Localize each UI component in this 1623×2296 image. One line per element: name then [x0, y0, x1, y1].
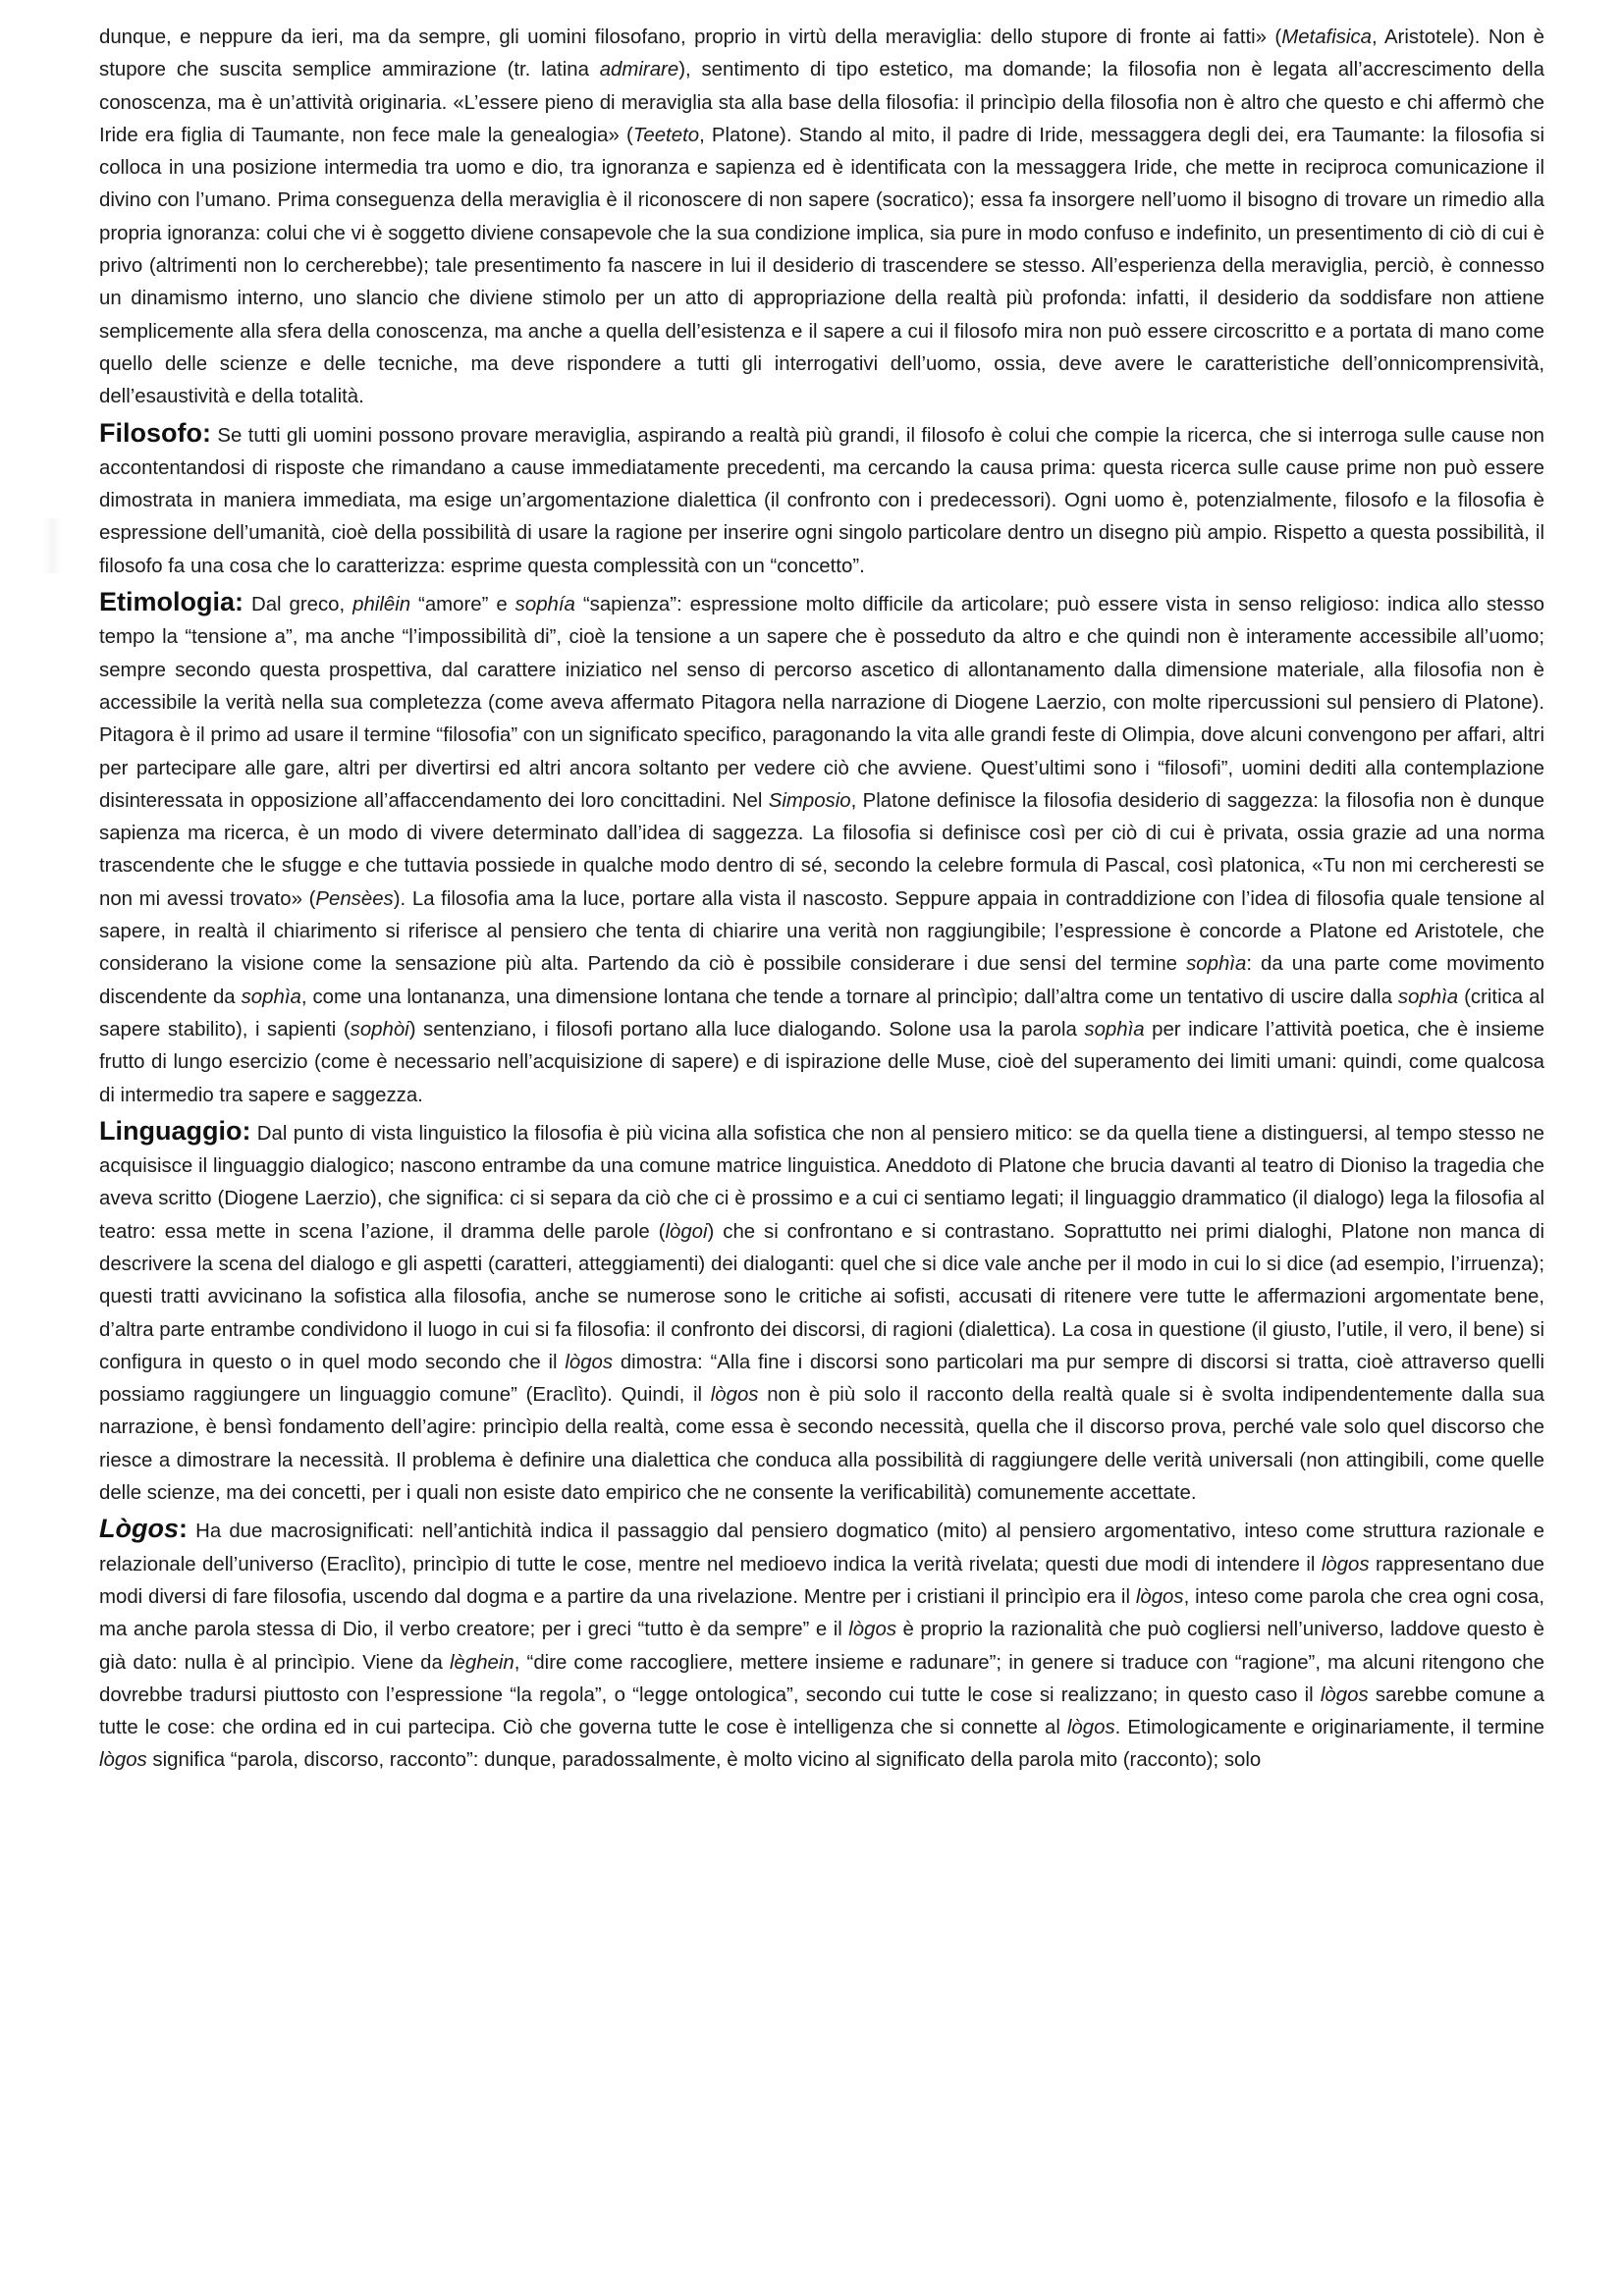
heading-etimologia: Etimologia	[99, 587, 236, 617]
body-text: (critica al sapere stabilito), i sapienti (	[99, 986, 1544, 1041]
body-text: dunque, e neppure da ieri, ma da sempre, gli uomini filosofano, proprio in virtù della meraviglia: dello stupore di fronte ai fatti» (	[99, 27, 1282, 48]
body-text: Se tutti gli uomini possono provare meraviglia, aspirando a realtà più grandi, il filosofo è colui che compie la ricerca, che si interroga sulle cause non accontentandosi di risposte che rimandano a cause immediatamente precedenti, ma cercando la causa prima: questa ricerca sulle cause prime non può essere dimostrata in maniera immediata, ma esige un’argomentazione dialettica (il confronto con i predecessori). Ogni uomo è, potenzialmente, filosofo e la filosofia è espressione dell’umanità, cioè della possibilità di usare la ragione per inserire ogni singolo particolare dentro un disegno più ampio. Rispetto a questa possibilità, il filosofo fa una cosa che lo caratterizza: esprime questa complessità con un “concetto”.	[99, 424, 1544, 577]
italic-term: Metafisica	[1281, 27, 1372, 48]
italic-term: lògos	[1321, 1553, 1370, 1575]
body-text: . Etimologicamente e originariamente, il termine	[1114, 1717, 1545, 1739]
body-text: ) sentenziano, i filosofi portano alla luce dialogando. Solone usa la parola	[408, 1018, 1085, 1041]
body-text: Ha due macrosignificati: nell’antichità indica il passaggio dal pensiero dogmatico (mito) al pensiero argomentativo, inteso come struttura razionale e relazionale dell’universo (Eraclìto), princìpio di tutte le cose, mentre nel medioevo indica la verità rivelata; questi due modi di intendere il	[99, 1521, 1545, 1575]
heading-colon: :	[242, 1115, 251, 1146]
paragraph-intro	[99, 22, 1544, 414]
body-text: Dal greco,	[250, 594, 353, 616]
italic-term: sophìa	[1397, 986, 1459, 1008]
body-text: significa “parola, discorso, racconto”: dunque, paradossalmente, è molto vicino al significato della parola mito (racconto); solo	[146, 1749, 1262, 1772]
paragraph-logos	[99, 1513, 1544, 1777]
italic-term: lògos	[1066, 1717, 1115, 1739]
italic-term: sophòi	[350, 1018, 409, 1041]
paragraph-filosofo	[99, 417, 1544, 583]
paragraph-linguaggio	[99, 1115, 1544, 1511]
italic-term: lèghein	[449, 1651, 514, 1674]
italic-term: lògoi	[665, 1220, 708, 1243]
italic-term: lògos	[710, 1384, 759, 1407]
italic-term: sophìa	[1186, 953, 1247, 976]
body-text: dimostra: “Alla fine i discorsi sono particolari ma pur sempre di discorsi si tratta, cioè attraverso quelli possiamo raggiungere un linguaggio comune” (Eraclìto). Quindi, il	[99, 1351, 1544, 1407]
body-text: , “dire come raccogliere, mettere insieme e radunare”; in genere si traduce con “ragione”, ma alcuni ritengono che dovrebbe tradursi piuttosto con l’espressione “la regola”, o “legge ontologica”, secondo cui tutte le cose si realizzano; in questo caso il	[99, 1651, 1544, 1706]
body-text: ), sentimento di tipo estetico, ma domande; la filosofia non è legata all’accrescimento della conoscenza, ma è un’attività originaria. «L’essere pieno di meraviglia sta alla base della filosofia: il princìpio della filosofia non è altro che questo e chi affermò che Iride era figlia di Taumante, non fece male la genealogia» (	[99, 59, 1544, 146]
body-text: per indicare l’attività poetica, che è insieme frutto di lungo esercizio (come è necessario nell’acquisizione di sapere) e di ispirazione delle Muse, cioè del superamento dei limiti umani: quindi, come qualcosa di intermedio tra sapere e saggezza.	[99, 1018, 1545, 1106]
body-text: ) che si confrontano e si contrastano. Soprattutto nei primi dialoghi, Platone non manca di descrivere la scena del dialogo e gli aspetti (caratteri, atteggiamenti) dei dialoganti: quel che si dice vale anche per il modo in cui lo si dice (ad esempio, l’irruenza); questi tratti avvicinano la sofistica alla filosofia, anche se numerose sono le critiche ai sofisti, accusati di ritenere vere tutte le affermazioni argomentate bene, d’altra parte entrambe condividono il luogo in cui si fa filosofia: il confronto dei discorsi, di ragioni (dialettica). La cosa in questione (il giusto, l’utile, il vero, il bene) si configura in questo o in quel modo secondo che il	[99, 1220, 1544, 1373]
body-text: , Platone definisce la filosofia desiderio di saggezza: la filosofia non è dunque sapienza ma ricerca, è un modo di vivere determinato dall’idea di saggezza. La filosofia si definisce così per ciò di cui è privata, ossia grazie ad una norma trascendente che le sfugge e che tuttavia possiede in qualche modo dentro di sé, secondo la celebre formula di Pascal, così platonica, «Tu non mi cercheresti se non mi avessi trovato» (	[99, 789, 1544, 910]
italic-term: Pensèes	[315, 887, 394, 910]
italic-term: lògos	[565, 1351, 614, 1373]
heading-logos: Lògos	[99, 1514, 179, 1544]
italic-term: admirare	[599, 59, 679, 81]
heading-filosofo: Filosofo	[99, 417, 202, 448]
body-text: sarebbe comune a tutte le cose: che ordina ed in cui partecipa. Ciò che governa tutte le cose è intelligenza che si connette al	[99, 1683, 1544, 1739]
italic-term: lògos	[99, 1749, 147, 1772]
italic-term: sophía	[514, 594, 575, 616]
body-text: Dal punto di vista linguistico la filosofia è più vicina alla sofistica che non al pensiero mitico: se da quella tiene a distinguersi, al tempo stesso ne acquisisce il linguaggio dialogico; nascono entrambe da una comune matrice linguistica. Aneddoto di Platone che brucia davanti al teatro di Dioniso la tragedia che aveva scritto (Diogene Laerzio), che significa: ci si separa da ciò che ci è prossimo e a cui ci sentiamo legati; il linguaggio drammatico (il dialogo) lega la filosofia al teatro: essa mette in scena l’azione, il dramma delle parole (	[99, 1122, 1544, 1243]
italic-term: lògos	[1135, 1585, 1184, 1608]
italic-term: sophìa	[241, 986, 301, 1008]
heading-colon: :	[201, 417, 211, 448]
body-text: rappresentano due modi diversi di fare filosofia, uscendo dal dogma e a partire da una rivelazione. Mentre per i cristiani il princìpio era il	[99, 1553, 1544, 1608]
heading-linguaggio: Linguaggio	[99, 1115, 243, 1146]
body-text: “amore” e	[410, 594, 515, 616]
body-text: , Platone). Stando al mito, il padre di Iride, messaggera degli dei, era Taumante: la filosofia si colloca in una posizione intermedia tra uomo e dio, tra ignoranza e sapienza ed è identificata con la messaggera Iride, che mette in reciproca comunicazione il divino con l’umano. Prima conseguenza della meraviglia è il riconoscere di non sapere (socratico); essa fa insorgere nell’uomo il bisogno di trovare un rimedio alla propria ignoranza: colui che vi è soggetto diviene consapevole che la sua condizione implica, sia pure in modo confuso e indefinito, un presentimento di ciò di cui è privo (altrimenti non lo cercherebbe); tale presentimento fa nascere in lui il desiderio di trascendere se stesso. All’esperienza della meraviglia, perciò, è connesso un dinamismo interno, uno slancio che diviene stimolo per un atto di appropriazione della realtà più profonda: infatti, il desiderio da soddisfare non attiene semplicemente alla sfera della conoscenza, ma anche a quella dell’esistenza e il sapere a cui il filosofo mira non può essere circoscritto e a portata di mano come quello delle scienze e delle tecniche, ma deve rispondere a tutti gli interrogativi dell’uomo, ossia, deve avere le caratteristiche dell’onnicomprensività, dell’esaustività e della totalità.	[99, 124, 1545, 408]
italic-term: Simposio	[768, 789, 851, 812]
body-text: “sapienza”: espressione molto difficile da articolare; può essere vista in senso religioso: indica allo stesso tempo la “tensione a”, ma anche “l’impossibilità di”, cioè la tensione a un sapere che è posseduto da altro e che quindi non è interamente accessibile all’uomo; sempre secondo questa prospettiva, dal carattere iniziatico nel senso di percorso ascetico di allontanamento dalla dimensione materiale, alla filosofia non è accessibile la verità nella sua completezza (come aveva affermato Pitagora nella narrazione di Diogene Laerzio, con molte ripercussioni sul pensiero di Platone). Pitagora è il primo ad usare il termine “filosofia” con un significato specifico, paragonando la vita alle grandi feste di Olimpia, dove alcuni convengono per affari, altri per partecipare alle gare, altri per divertirsi ed altri ancora soltanto per vedere ciò che avviene. Quest’ultimi sono i “filosofi”, uomini dediti alla contemplazione disinteressata in opposizione all’affaccendamento dei loro concittadini. Nel	[99, 594, 1544, 812]
heading-colon: :	[235, 587, 244, 617]
body-text: , inteso come parola che crea ogni cosa, ma anche parola stessa di Dio, il verbo creatore; per i greci “tutto è da sempre” e il	[99, 1585, 1544, 1641]
body-text: , Aristotele). Non è stupore che suscita semplice ammirazione (tr. latina	[99, 27, 1544, 81]
italic-term: philêin	[352, 594, 411, 616]
body-text: non è più solo il racconto della realtà quale si è svolta indipendentemente dalla sua narrazione, è bensì fondamento dell’agire: princìpio della realtà, come essa è secondo necessità, quella che il discorso prova, perché vale solo quel discorso che riesce a dimostrare la necessità. Il problema è definire una dialettica che conduca alla possibilità di raggiungere delle verità universali (non attingibili, come quelle delle scienze, ma dei concetti, per i quali non esiste dato empirico che ne consente la verificabilità) comunemente accettate.	[99, 1384, 1545, 1505]
body-text: , come una lontananza, una dimensione lontana che tende a tornare al princìpio; dall’altra come un tentativo di uscire dalla	[300, 986, 1398, 1008]
italic-term: lògos	[1320, 1683, 1369, 1706]
body-text: : da una parte come movimento discendente da	[99, 953, 1544, 1008]
paragraph-etimologia	[99, 586, 1544, 1112]
italic-term: lògos	[848, 1619, 897, 1641]
body-text: è proprio la razionalità che può cogliersi nell’universo, laddove questo è già dato: nulla è al princìpio. Viene da	[99, 1619, 1544, 1674]
heading-colon: :	[179, 1514, 188, 1544]
italic-term: Teeteto	[632, 124, 700, 146]
scan-artifact	[43, 518, 61, 573]
italic-term: sophìa	[1084, 1018, 1145, 1041]
body-text: ). La filosofia ama la luce, portare alla vista il nascosto. Seppure appaia in contraddizione con l’idea di filosofia quale tensione al sapere, in realtà il chiarimento si riferisce al pensiero che tenta di chiarire una verità non raggiungibile; l’espressione è concorde a Platone ed Aristotele, che considerano la visione come la sensazione più alta. Partendo da ciò è possibile considerare i due sensi del termine	[99, 887, 1544, 976]
